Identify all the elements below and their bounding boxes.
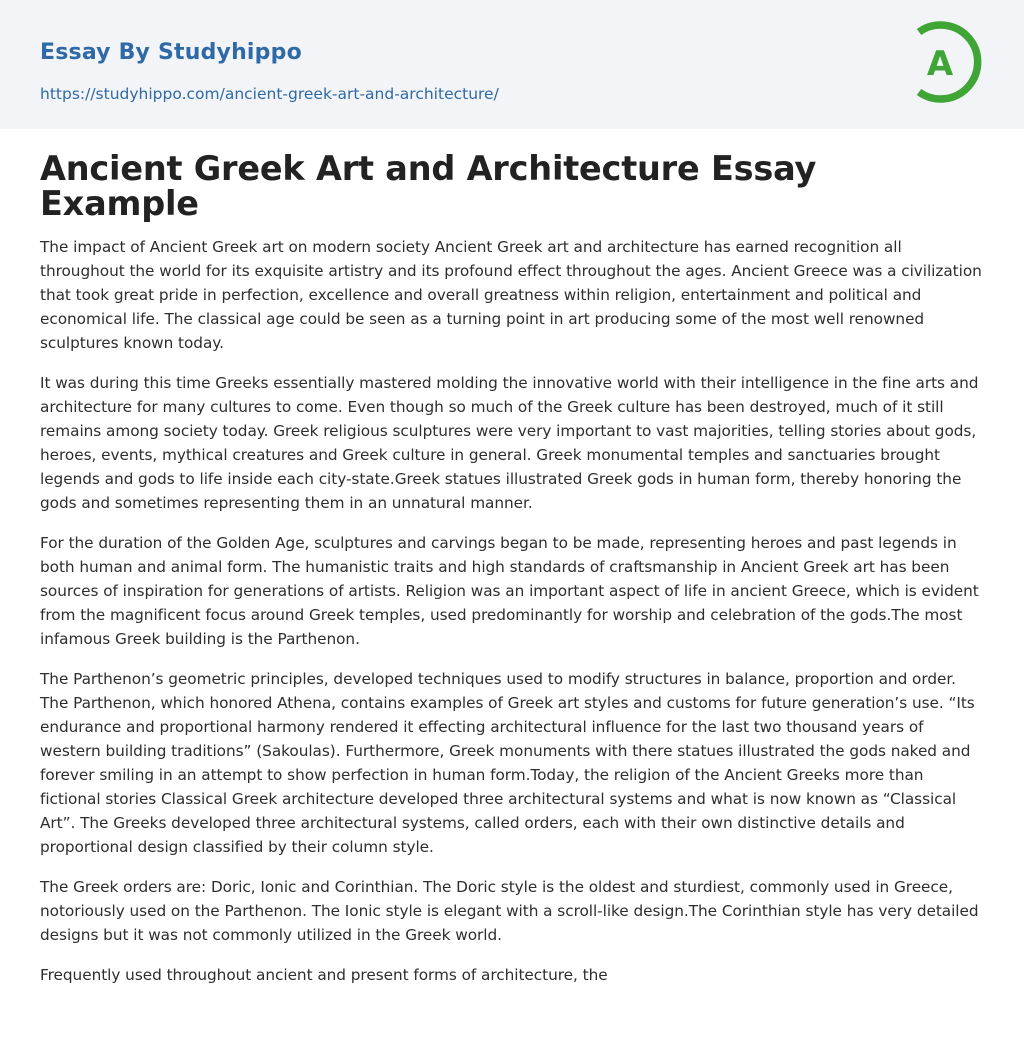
article-paragraph: Frequently used throughout ancient and present forms of architecture, the bbox=[40, 966, 608, 984]
article-title: Ancient Greek Art and Architecture Essay Example bbox=[40, 149, 817, 223]
source-url-link[interactable]: https://studyhippo.com/ancient-greek-art-and-architecture/ bbox=[40, 85, 499, 103]
page-header bbox=[0, 0, 1024, 129]
article-paragraph: The impact of Ancient Greek art on modern society Ancient Greek art and architecture has earned recognition all throughout the world for its exquisite artistry and its profound effect throughout the ages. Ancient Greece was a civilization that took great pride in perfection, excellence and overall greatness within religion, entertainment and political and economical life. The classical age could be seen as a turning point in art producing some of the most well renowned sculptures known today. bbox=[40, 238, 982, 352]
article-paragraph: It was during this time Greeks essentially mastered molding the innovative world with their intelligence in the fine arts and architecture for many cultures to come. Even though so much of the Greek culture has been destroyed, much of it still remains among society today. Greek religious sculptures were very important to vast majorities, telling stories about gods, heroes, events, mythical creatures and Greek culture in general. Greek monumental temples and sanctuaries brought legends and gods to life inside each city-state.Greek statues illustrated Greek gods in human form, thereby honoring the gods and sometimes representing them in an unnatural manner. bbox=[40, 374, 979, 512]
brand-title: Essay By Studyhippo bbox=[40, 40, 302, 65]
logo-letter: A bbox=[926, 44, 954, 84]
article-paragraph: For the duration of the Golden Age, sculptures and carvings began to be made, representing heroes and past legends in both human and animal form. The humanistic traits and high standards of craftsmanship in Ancient Greek art has been sources of inspiration for generations of artists. Religion was an important aspect of life in ancient Greece, which is evident from the magnificent focus around Greek temples, used predominantly for worship and celebration of the gods.The most infamous Greek building is the Parthenon. bbox=[40, 534, 979, 648]
article-paragraph: The Greek orders are: Doric, Ionic and Corinthian. The Doric style is the oldest and sturdiest, commonly used in Greece, notoriously used on the Parthenon. The Ionic style is elegant with a scroll-like design.The Corinthian style has very detailed designs but it was not commonly utilized in the Greek world. bbox=[40, 878, 979, 944]
studyhippo-logo-icon bbox=[912, 19, 986, 105]
article-paragraph: The Parthenon’s geometric principles, developed techniques used to modify structures in balance, proportion and order. The Parthenon, which honored Athena, contains examples of Greek art styles and customs for future generation’s use. “Its endurance and proportional harmony rendered it effecting architectural influence for the last two thousand years of western building traditions” (Sakoulas). Furthermore, Greek monuments with there statues illustrated the gods naked and forever smiling in an attempt to show perfection in human form.Today, the religion of the Ancient Greeks more than fictional stories Classical Greek architecture developed three architectural systems and what is now known as “Classical Art”. The Greeks developed three architectural systems, called orders, each with their own distinctive details and proportional design classified by their column style. bbox=[40, 670, 975, 856]
article bbox=[0, 129, 1024, 987]
